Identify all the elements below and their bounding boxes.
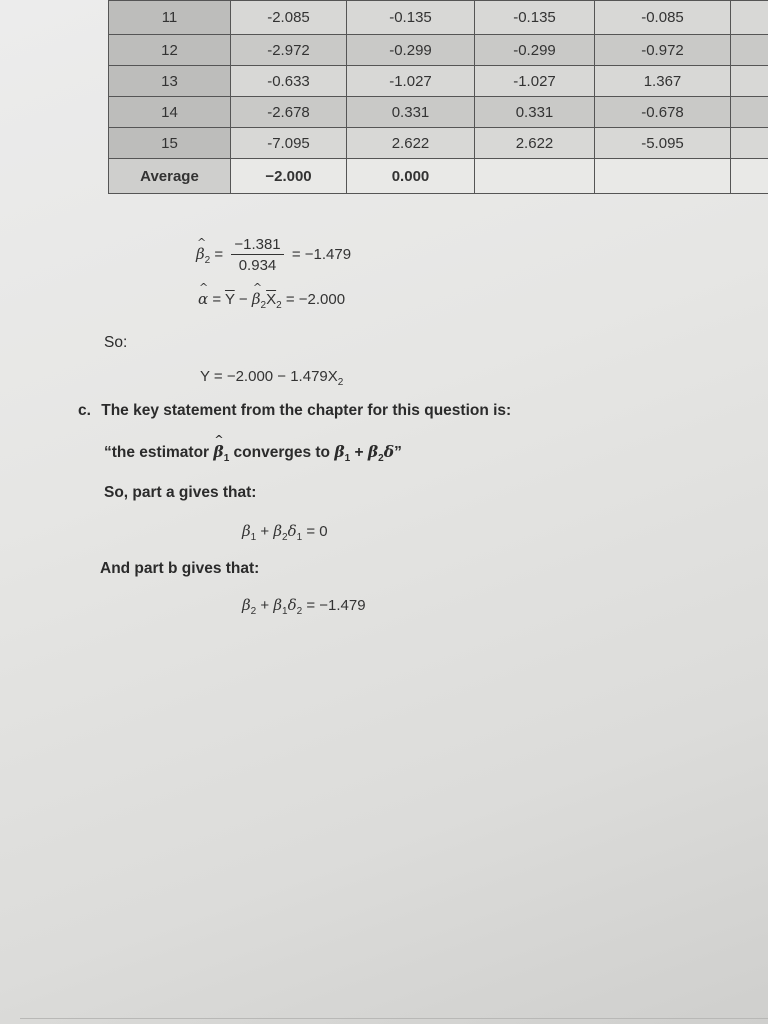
- plus-sign: +: [350, 444, 368, 461]
- beta-symbol: β: [242, 522, 251, 540]
- part-marker: c.: [78, 402, 91, 419]
- cell: -0.972: [595, 35, 731, 66]
- regression-equation: [200, 368, 343, 388]
- average-cell: [475, 159, 595, 194]
- table-row: [109, 66, 768, 97]
- alpha-estimate-equation: [198, 290, 345, 311]
- subscript: 2: [250, 606, 257, 617]
- beta-hat-symbol: ^ β: [213, 442, 223, 461]
- cell: -0.299: [475, 35, 595, 66]
- cell: 0.331: [347, 97, 475, 128]
- plus-sign: +: [260, 597, 270, 614]
- cell: 1.367: [595, 66, 731, 97]
- equals-sign: =: [212, 291, 222, 308]
- equation-text: Y = −2.000 − 1.479X: [200, 368, 338, 385]
- fraction: [231, 236, 283, 274]
- beta-hat-symbol: ^ β: [196, 245, 205, 263]
- result: = −1.479: [291, 245, 352, 263]
- x-bar: $\overline{X}$: [266, 291, 277, 308]
- row-index: 13: [109, 66, 231, 97]
- cell: -2.972: [231, 35, 347, 66]
- beta-symbol: β: [242, 596, 251, 614]
- subscript: 1: [296, 532, 303, 543]
- average-row: [109, 159, 768, 194]
- cell: -0.135: [475, 1, 595, 35]
- page-edge-line: [20, 1018, 768, 1019]
- beta-symbol: β: [367, 442, 379, 461]
- table-row: [109, 97, 768, 128]
- cell: -0.633: [231, 66, 347, 97]
- cell: -5.095: [595, 128, 731, 159]
- quote-line: [104, 442, 402, 464]
- average-cell: 0.000: [347, 159, 475, 194]
- average-cell: [595, 159, 731, 194]
- cell: [731, 66, 768, 97]
- cell: 2.622: [475, 128, 595, 159]
- subscript: 2: [337, 377, 344, 388]
- cell: -0.299: [347, 35, 475, 66]
- subscript: 2: [296, 606, 303, 617]
- delta-symbol: δ: [383, 442, 395, 461]
- cell: -0.135: [347, 1, 475, 35]
- y-bar: $\overline{Y}$: [224, 291, 235, 308]
- beta-symbol: β: [273, 522, 283, 540]
- quote-text: “the estimator: [104, 444, 214, 461]
- subscript: 2: [204, 254, 211, 266]
- part-a-equation: [242, 522, 328, 543]
- beta-symbol: β: [273, 596, 283, 614]
- cell: [731, 97, 768, 128]
- subscript: 1: [344, 453, 351, 465]
- cell: [731, 1, 768, 35]
- quote-text: converges to: [229, 444, 335, 461]
- quote-text: ”: [394, 444, 402, 461]
- average-cell: −2.000: [231, 159, 347, 194]
- cell: -0.678: [595, 97, 731, 128]
- result: = −2.000: [285, 291, 346, 308]
- row-index: 12: [109, 35, 231, 66]
- equals-sign: =: [214, 245, 224, 263]
- cell: [731, 35, 768, 66]
- cell: -7.095: [231, 128, 347, 159]
- alpha-hat-symbol: ^ α: [198, 290, 208, 308]
- part-a-intro: So, part a gives that:: [104, 484, 257, 501]
- so-label: So:: [104, 334, 128, 351]
- cell: [731, 128, 768, 159]
- subscript: 2: [276, 300, 282, 311]
- row-index: 15: [109, 128, 231, 159]
- subscript: 2: [378, 453, 384, 465]
- average-label: Average: [109, 159, 231, 194]
- residuals-table: [108, 0, 768, 194]
- rhs: = −1.479: [306, 597, 366, 614]
- delta-symbol: δ: [287, 596, 297, 614]
- table-row: [109, 128, 768, 159]
- part-b-equation: [242, 596, 366, 617]
- beta-symbol: β: [334, 442, 345, 461]
- row-index: 14: [109, 97, 231, 128]
- cell: -0.085: [595, 1, 731, 35]
- part-c-line: The key statement from the chapter for this question is:: [101, 402, 512, 419]
- subscript: 1: [223, 453, 230, 465]
- subscript: 2: [282, 532, 288, 543]
- subscript: 1: [282, 606, 288, 617]
- cell: -1.027: [347, 66, 475, 97]
- table-row: [109, 35, 768, 66]
- minus-sign: −: [238, 291, 248, 308]
- cell: -2.085: [231, 1, 347, 35]
- delta-symbol: δ: [287, 522, 297, 540]
- numerator: −1.381: [231, 236, 283, 255]
- cell: [731, 159, 768, 194]
- plus-sign: +: [260, 523, 270, 540]
- denominator: 0.934: [238, 257, 277, 274]
- table-row: [109, 1, 768, 35]
- part-b-intro: And part b gives that:: [100, 560, 260, 577]
- cell: 2.622: [347, 128, 475, 159]
- cell: 0.331: [475, 97, 595, 128]
- part-c-paragraph: [78, 402, 511, 420]
- subscript: 2: [260, 300, 267, 311]
- cell: -2.678: [231, 97, 347, 128]
- subscript: 1: [250, 532, 257, 543]
- beta2-estimate-equation: [196, 236, 351, 274]
- cell: -1.027: [475, 66, 595, 97]
- row-index: 11: [109, 1, 231, 35]
- rhs: = 0: [306, 523, 328, 540]
- beta-hat-symbol: ^ β: [252, 290, 261, 308]
